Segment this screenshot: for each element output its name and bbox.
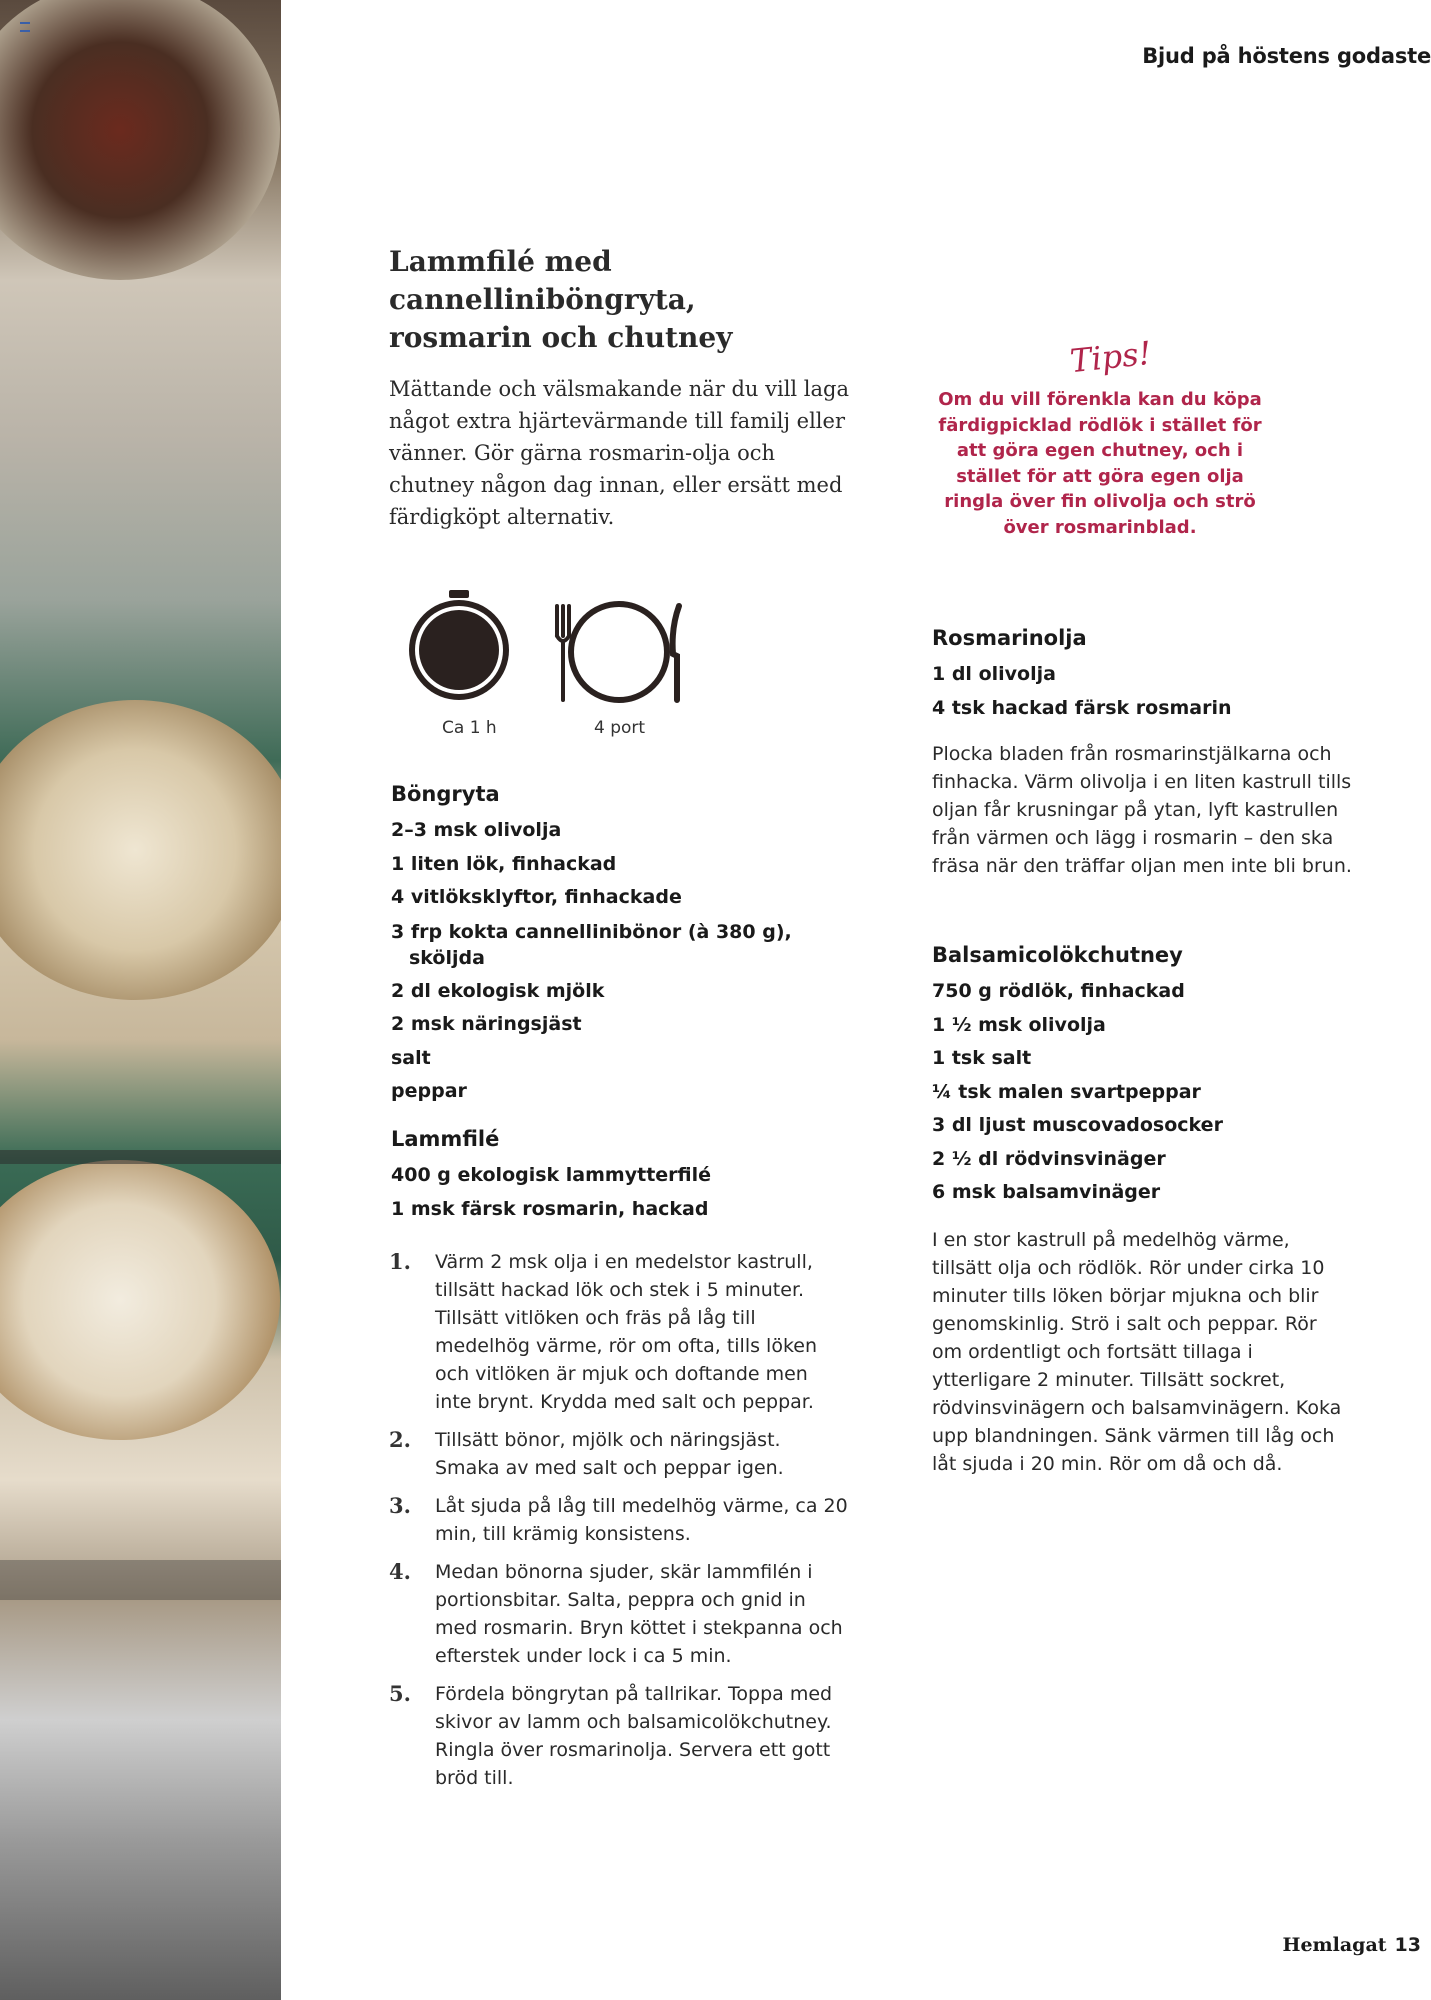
step-number: 1. <box>389 1249 411 1274</box>
step-item <box>389 1248 849 1416</box>
tips-text: Om du vill förenkla kan du köpa färdigpicklad rödlök i stället för att göra egen chutney, och i stället för att göra egen olja ringla över fin olivolja och strö över rosmarinblad. <box>938 389 1262 538</box>
ingredient-item: 4 tsk hackad färsk rosmarin <box>932 696 1232 719</box>
ingredient-item: 1 liten lök, finhackad <box>391 852 617 875</box>
step-text: Fördela böngrytan på tallrikar. Toppa med skivor av lamm och balsamicolökchutney. Ringla över rosmarinolja. Servera ett gott bröd till. <box>435 1683 833 1789</box>
ingredient-item: 1 ½ msk olivolja <box>932 1013 1106 1036</box>
ingredient-item: 2 dl ekologisk mjölk <box>391 979 605 1002</box>
ingredient-item: 1 dl olivolja <box>932 663 1056 685</box>
chutney-heading: Balsamicolökchutney <box>932 943 1183 967</box>
step-number: 2. <box>389 1427 411 1452</box>
time-label: Ca 1 h <box>442 718 497 738</box>
portions-label: 4 port <box>594 718 646 738</box>
plate-icon <box>553 598 687 706</box>
chutney-ingredients <box>932 975 1382 1210</box>
photo-bread-top <box>0 700 281 1000</box>
method-steps <box>389 1248 849 1802</box>
rosmarinolja-heading: Rosmarinolja <box>932 626 1087 650</box>
step-text: Låt sjuda på låg till medelhög värme, ca 20 min, till krämig konsistens. <box>435 1495 848 1545</box>
ingredient-item: 2–3 msk olivolja <box>391 819 562 841</box>
title-line: cannelliniböngryta, <box>389 283 696 316</box>
ingredient-item: peppar <box>391 1080 467 1102</box>
rosmarinolja-method: Plocka bladen från rosmarinstjälkarna och finhacka. Värm olivolja i en liten kastrull tills oljan får krusningar på ytan, lyft kastrullen från värmen och lägg i rosmarin – den ska fräsa när den träffar oljan men inte bli brun. <box>932 743 1352 877</box>
bongryta-heading: Böngryta <box>391 782 500 806</box>
rosmarinolja-ingredients <box>932 658 1382 725</box>
photo-stripe <box>0 1560 281 1600</box>
step-text: Medan bönorna sjuder, skär lammfilén i portionsbitar. Salta, peppra och gnid in med rosmarin. Bryn köttet i stekpanna och efterstek under lock i ca 5 min. <box>435 1561 843 1667</box>
lammfile-heading: Lammfilé <box>391 1127 500 1151</box>
menu-icon[interactable] <box>20 22 30 32</box>
photo-plate <box>0 0 280 280</box>
ingredient-line: sköljda <box>409 946 485 969</box>
page-footer <box>1283 1934 1422 1956</box>
ingredient-item: 3 dl ljust muscovadosocker <box>932 1114 1223 1136</box>
ingredient-item: 750 g rödlök, finhackad <box>932 980 1185 1002</box>
photo-stripe <box>0 1150 281 1164</box>
ingredient-item: 4 vitlöksklyftor, finhackade <box>391 886 682 908</box>
ingredient-item: 1 tsk salt <box>932 1047 1032 1069</box>
ingredient-item: salt <box>391 1046 431 1069</box>
ingredient-item <box>391 915 841 975</box>
ingredient-item: 1 msk färsk rosmarin, hackad <box>391 1197 709 1220</box>
ingredient-line: 3 frp kokta cannellinibönor (à 380 g), <box>391 920 792 943</box>
step-text: Tillsätt bönor, mjölk och näringsjäst. Smaka av med salt och peppar igen. <box>435 1429 784 1479</box>
ingredient-item: ¼ tsk malen svartpeppar <box>932 1080 1201 1103</box>
step-number: 3. <box>389 1493 411 1518</box>
tips-title: Tips! <box>1068 333 1154 381</box>
recipe-intro: Mättande och välsmakande när du vill laga något extra hjärtevärmande till familj eller vänner. Gör gärna rosmarin-olja och chutney någon dag innan, eller ersätt med färdigköpt alternativ. <box>389 377 850 529</box>
photo-bread-bottom <box>0 1160 280 1440</box>
step-number: 4. <box>389 1559 411 1584</box>
step-item <box>389 1426 849 1482</box>
bongryta-ingredients <box>391 814 841 1109</box>
step-number: 5. <box>389 1681 411 1706</box>
page-number: 13 <box>1394 1934 1421 1956</box>
step-item <box>389 1492 849 1548</box>
title-line: Lammfilé med <box>389 245 612 278</box>
magazine-brand: Hemlagat <box>1282 1934 1387 1956</box>
ingredient-item: 2 msk näringsjäst <box>391 1013 582 1035</box>
section-header: Bjud på höstens godaste <box>1142 44 1431 68</box>
timer-icon <box>405 588 513 704</box>
step-item <box>389 1680 849 1792</box>
lammfile-ingredients <box>391 1159 841 1226</box>
recipe-title <box>389 243 829 357</box>
ingredient-item: 6 msk balsamvinäger <box>932 1181 1161 1203</box>
ingredient-item: 400 g ekologisk lammytterfilé <box>391 1164 712 1186</box>
step-text: Värm 2 msk olja i en medelstor kastrull, tillsätt hackad lök och stek i 5 minuter. Tillsätt vitlöken och fräs på låg till medelhög värme, rör om ofta, tills löken och vitlöken är mjuk och doftande men inte brynt. Krydda med salt och peppar. <box>435 1251 818 1413</box>
ingredient-item: 2 ½ dl rödvinsvinäger <box>932 1147 1166 1170</box>
chutney-method: I en stor kastrull på medelhög värme, tillsätt olja och rödlök. Rör under cirka 10 minuter tills löken börjar mjukna och blir genomskinlig. Strö i salt och peppar. Rör om ordentligt och fortsätt tillaga i ytterligare 2 minuter. Tillsätt sockret, rödvinsvinägern och balsamvinägern. Koka upp blandningen. Sänk värmen till låg och låt sjuda i 20 min. Rör om då och då. <box>932 1229 1342 1475</box>
step-item <box>389 1558 849 1670</box>
food-photo <box>0 0 281 2000</box>
title-line: rosmarin och chutney <box>389 321 733 354</box>
